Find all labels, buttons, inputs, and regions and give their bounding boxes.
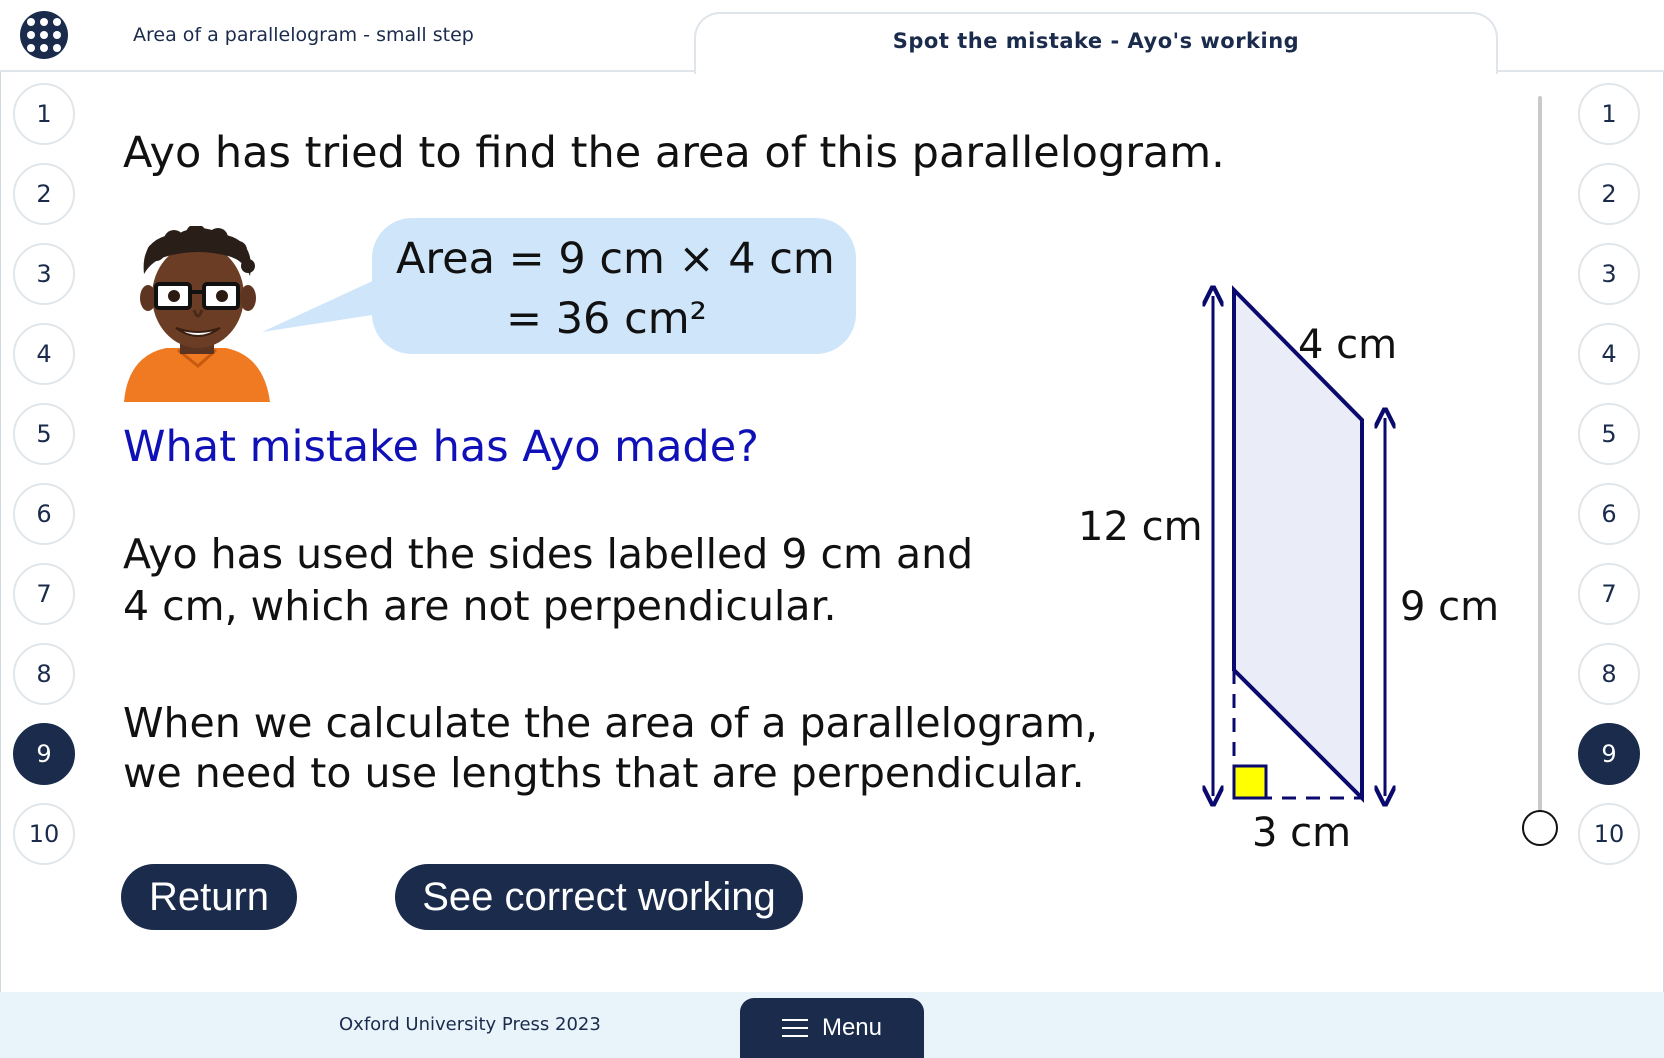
hamburger-icon (782, 1019, 808, 1037)
label-4cm: 4 cm (1298, 322, 1398, 368)
step-left-1[interactable]: 1 (13, 83, 75, 145)
step-left-4[interactable]: 4 (13, 323, 75, 385)
step-right-2[interactable]: 2 (1578, 163, 1640, 225)
label-3cm: 3 cm (1252, 810, 1352, 856)
label-12cm: 12 cm (1078, 504, 1203, 550)
explanation-text-2 (123, 698, 1143, 798)
header (0, 0, 1664, 72)
step-right-3[interactable]: 3 (1578, 243, 1640, 305)
breadcrumb: Area of a parallelogram - small step (133, 24, 474, 46)
step-right-10[interactable]: 10 (1578, 803, 1640, 865)
speech-equation-line2: = 36 cm² (506, 294, 707, 344)
question-text: Ayo has tried to find the area of this parallelogram. (123, 128, 1225, 178)
see-correct-working-button[interactable]: See correct working (395, 864, 803, 930)
title-tab (694, 12, 1498, 74)
step-left-7[interactable]: 7 (13, 563, 75, 625)
explanation-text-1 (123, 528, 1063, 632)
speech-equation-line1: Area = 9 cm × 4 cm (396, 234, 835, 284)
scroll-handle[interactable] (1522, 810, 1558, 846)
explanation-2-line-1: When we calculate the area of a parallelogram, (123, 699, 1099, 747)
explanation-1-line-2: 4 cm, which are not perpendicular. (123, 582, 837, 630)
page-title: Spot the mistake - Ayo's working (892, 29, 1300, 53)
scroll-track[interactable] (1538, 96, 1542, 818)
apps-grid-icon[interactable] (20, 11, 68, 59)
return-button[interactable]: Return (121, 864, 297, 930)
step-right-4[interactable]: 4 (1578, 323, 1640, 385)
menu-label: Menu (821, 1014, 883, 1041)
step-right-9[interactable]: 9 (1578, 723, 1640, 785)
copyright-text: Oxford University Press 2023 (339, 1014, 601, 1035)
step-left-5[interactable]: 5 (13, 403, 75, 465)
right-angle-marker (1234, 766, 1266, 798)
explanation-2-line-2: we need to use lengths that are perpendicular. (123, 749, 1085, 797)
parallelogram-diagram (1070, 270, 1510, 860)
step-right-1[interactable]: 1 (1578, 83, 1640, 145)
step-right-6[interactable]: 6 (1578, 483, 1640, 545)
step-right-5[interactable]: 5 (1578, 403, 1640, 465)
mistake-prompt: What mistake has Ayo made? (123, 422, 759, 472)
step-left-8[interactable]: 8 (13, 643, 75, 705)
explanation-1-line-1: Ayo has used the sides labelled 9 cm and (123, 530, 974, 578)
step-left-6[interactable]: 6 (13, 483, 75, 545)
ayo-avatar (118, 226, 274, 404)
label-9cm: 9 cm (1400, 584, 1500, 630)
step-left-3[interactable]: 3 (13, 243, 75, 305)
menu-button[interactable] (740, 998, 924, 1058)
step-left-9[interactable]: 9 (13, 723, 75, 785)
step-left-2[interactable]: 2 (13, 163, 75, 225)
step-right-8[interactable]: 8 (1578, 643, 1640, 705)
step-right-7[interactable]: 7 (1578, 563, 1640, 625)
step-left-10[interactable]: 10 (13, 803, 75, 865)
